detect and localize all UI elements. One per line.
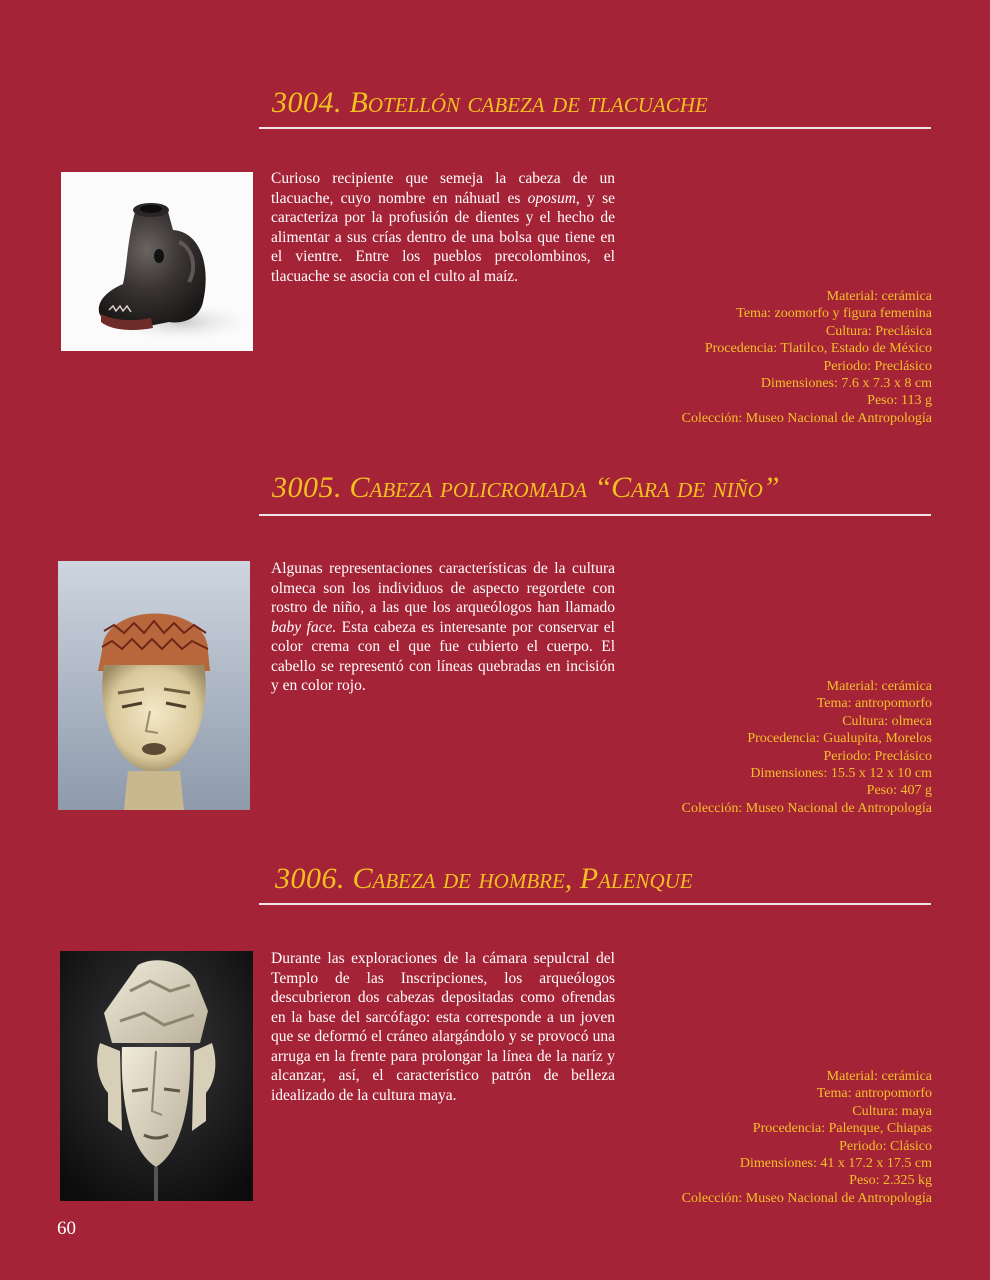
description-text: Algunas representaciones características de la cultura olmeca son los individuos de aspecto regordete con rostro de niño, a las que los arqueólogos han llamado	[271, 560, 615, 616]
entry-name: Cabeza policromada “Cara de niño”	[349, 471, 780, 504]
artifact-description	[271, 169, 615, 286]
spec-dimensiones: Dimensiones: 7.6 x 7.3 x 8 cm	[760, 376, 932, 392]
artifact-specs	[592, 288, 932, 427]
artifact-description	[271, 949, 615, 1105]
artifact-photo	[61, 172, 253, 351]
page-number: 60	[57, 1218, 76, 1239]
entry-name: Cabeza de hombre, Palenque	[352, 862, 693, 895]
spec-cultura: Cultura: Preclásica	[825, 323, 932, 339]
entry-title	[272, 86, 932, 120]
entry-name: Botellón cabeza de tlacuache	[349, 86, 708, 119]
entry-number: 3005.	[272, 471, 342, 504]
entry-number: 3006.	[275, 862, 345, 895]
spec-peso: Peso: 407 g	[866, 783, 932, 799]
spec-periodo: Periodo: Preclásico	[823, 748, 932, 764]
entry-title	[272, 471, 932, 505]
description-italic: baby face.	[271, 618, 337, 636]
entry-title	[275, 862, 935, 896]
description-italic: oposum	[527, 189, 576, 207]
spec-tema: Tema: antropomorfo	[816, 696, 932, 712]
spec-periodo: Periodo: Preclásico	[823, 358, 932, 374]
artifact-specs	[592, 1068, 932, 1207]
spec-dimensiones: Dimensiones: 15.5 x 12 x 10 cm	[750, 766, 932, 782]
spec-peso: Peso: 2.325 kg	[849, 1173, 932, 1189]
title-divider	[259, 903, 931, 905]
spec-tema: Tema: antropomorfo	[816, 1086, 932, 1102]
spec-cultura: Cultura: olmeca	[842, 713, 932, 729]
artifact-description	[271, 559, 615, 696]
description-text-end: , y se caracteriza por la profusión de dientes y el hecho de alimentar a sus crías dentro de una bolsa que tiene en el vientre. Entre los pueblos precolombinos, el tlacuache se asocia con el culto al maíz.	[271, 189, 615, 285]
spec-dimensiones: Dimensiones: 41 x 17.2 x 17.5 cm	[739, 1156, 932, 1172]
spec-coleccion: Colección: Museo Nacional de Antropología	[681, 800, 932, 816]
artifact-specs	[592, 678, 932, 817]
spec-peso: Peso: 113 g	[867, 393, 932, 409]
spec-material: Material: cerámica	[826, 679, 932, 694]
spec-material: Material: cerámica	[826, 289, 932, 304]
spec-procedencia: Procedencia: Palenque, Chiapas	[752, 1121, 932, 1137]
description-text: Durante las exploraciones de la cámara sepulcral del Templo de las Inscripciones, los arqueólogos descubrieron dos cabezas depositadas como ofrendas en la base del sarcófago: esta corresponde a un joven que se deformó el cráneo alargándolo y se provocó una arruga en la frente para prolongar la línea de la naríz y alcanzar, así, el característico patrón de belleza idealizado de la cultura maya.	[271, 950, 615, 1104]
entry-number: 3004.	[272, 86, 342, 119]
spec-tema: Tema: zoomorfo y figura femenina	[736, 306, 932, 322]
spec-procedencia: Procedencia: Gualupita, Morelos	[747, 731, 932, 747]
artifact-photo	[60, 951, 253, 1201]
opossum-bottle-illustration	[61, 172, 253, 351]
spec-coleccion: Colección: Museo Nacional de Antropología	[681, 410, 932, 426]
title-divider	[259, 514, 931, 516]
description-text-end: Esta cabeza es interesante por conservar el color crema con el que fue cubierto el cuerpo. El cabello se representó con líneas quebradas en incisión y en color rojo.	[271, 618, 615, 694]
spec-material: Material: cerámica	[826, 1069, 932, 1084]
spec-cultura: Cultura: maya	[852, 1103, 932, 1119]
title-divider	[259, 127, 931, 129]
description-text: Curioso recipiente que semeja la cabeza de un tlacuache, cuyo nombre en náhuatl es	[271, 170, 615, 207]
spec-periodo: Periodo: Clásico	[839, 1138, 932, 1154]
baby-face-head-illustration	[58, 561, 250, 810]
palenque-head-illustration	[60, 951, 253, 1201]
artifact-photo	[58, 561, 250, 810]
spec-coleccion: Colección: Museo Nacional de Antropología	[681, 1190, 932, 1206]
spec-procedencia: Procedencia: Tlatilco, Estado de México	[704, 341, 932, 357]
